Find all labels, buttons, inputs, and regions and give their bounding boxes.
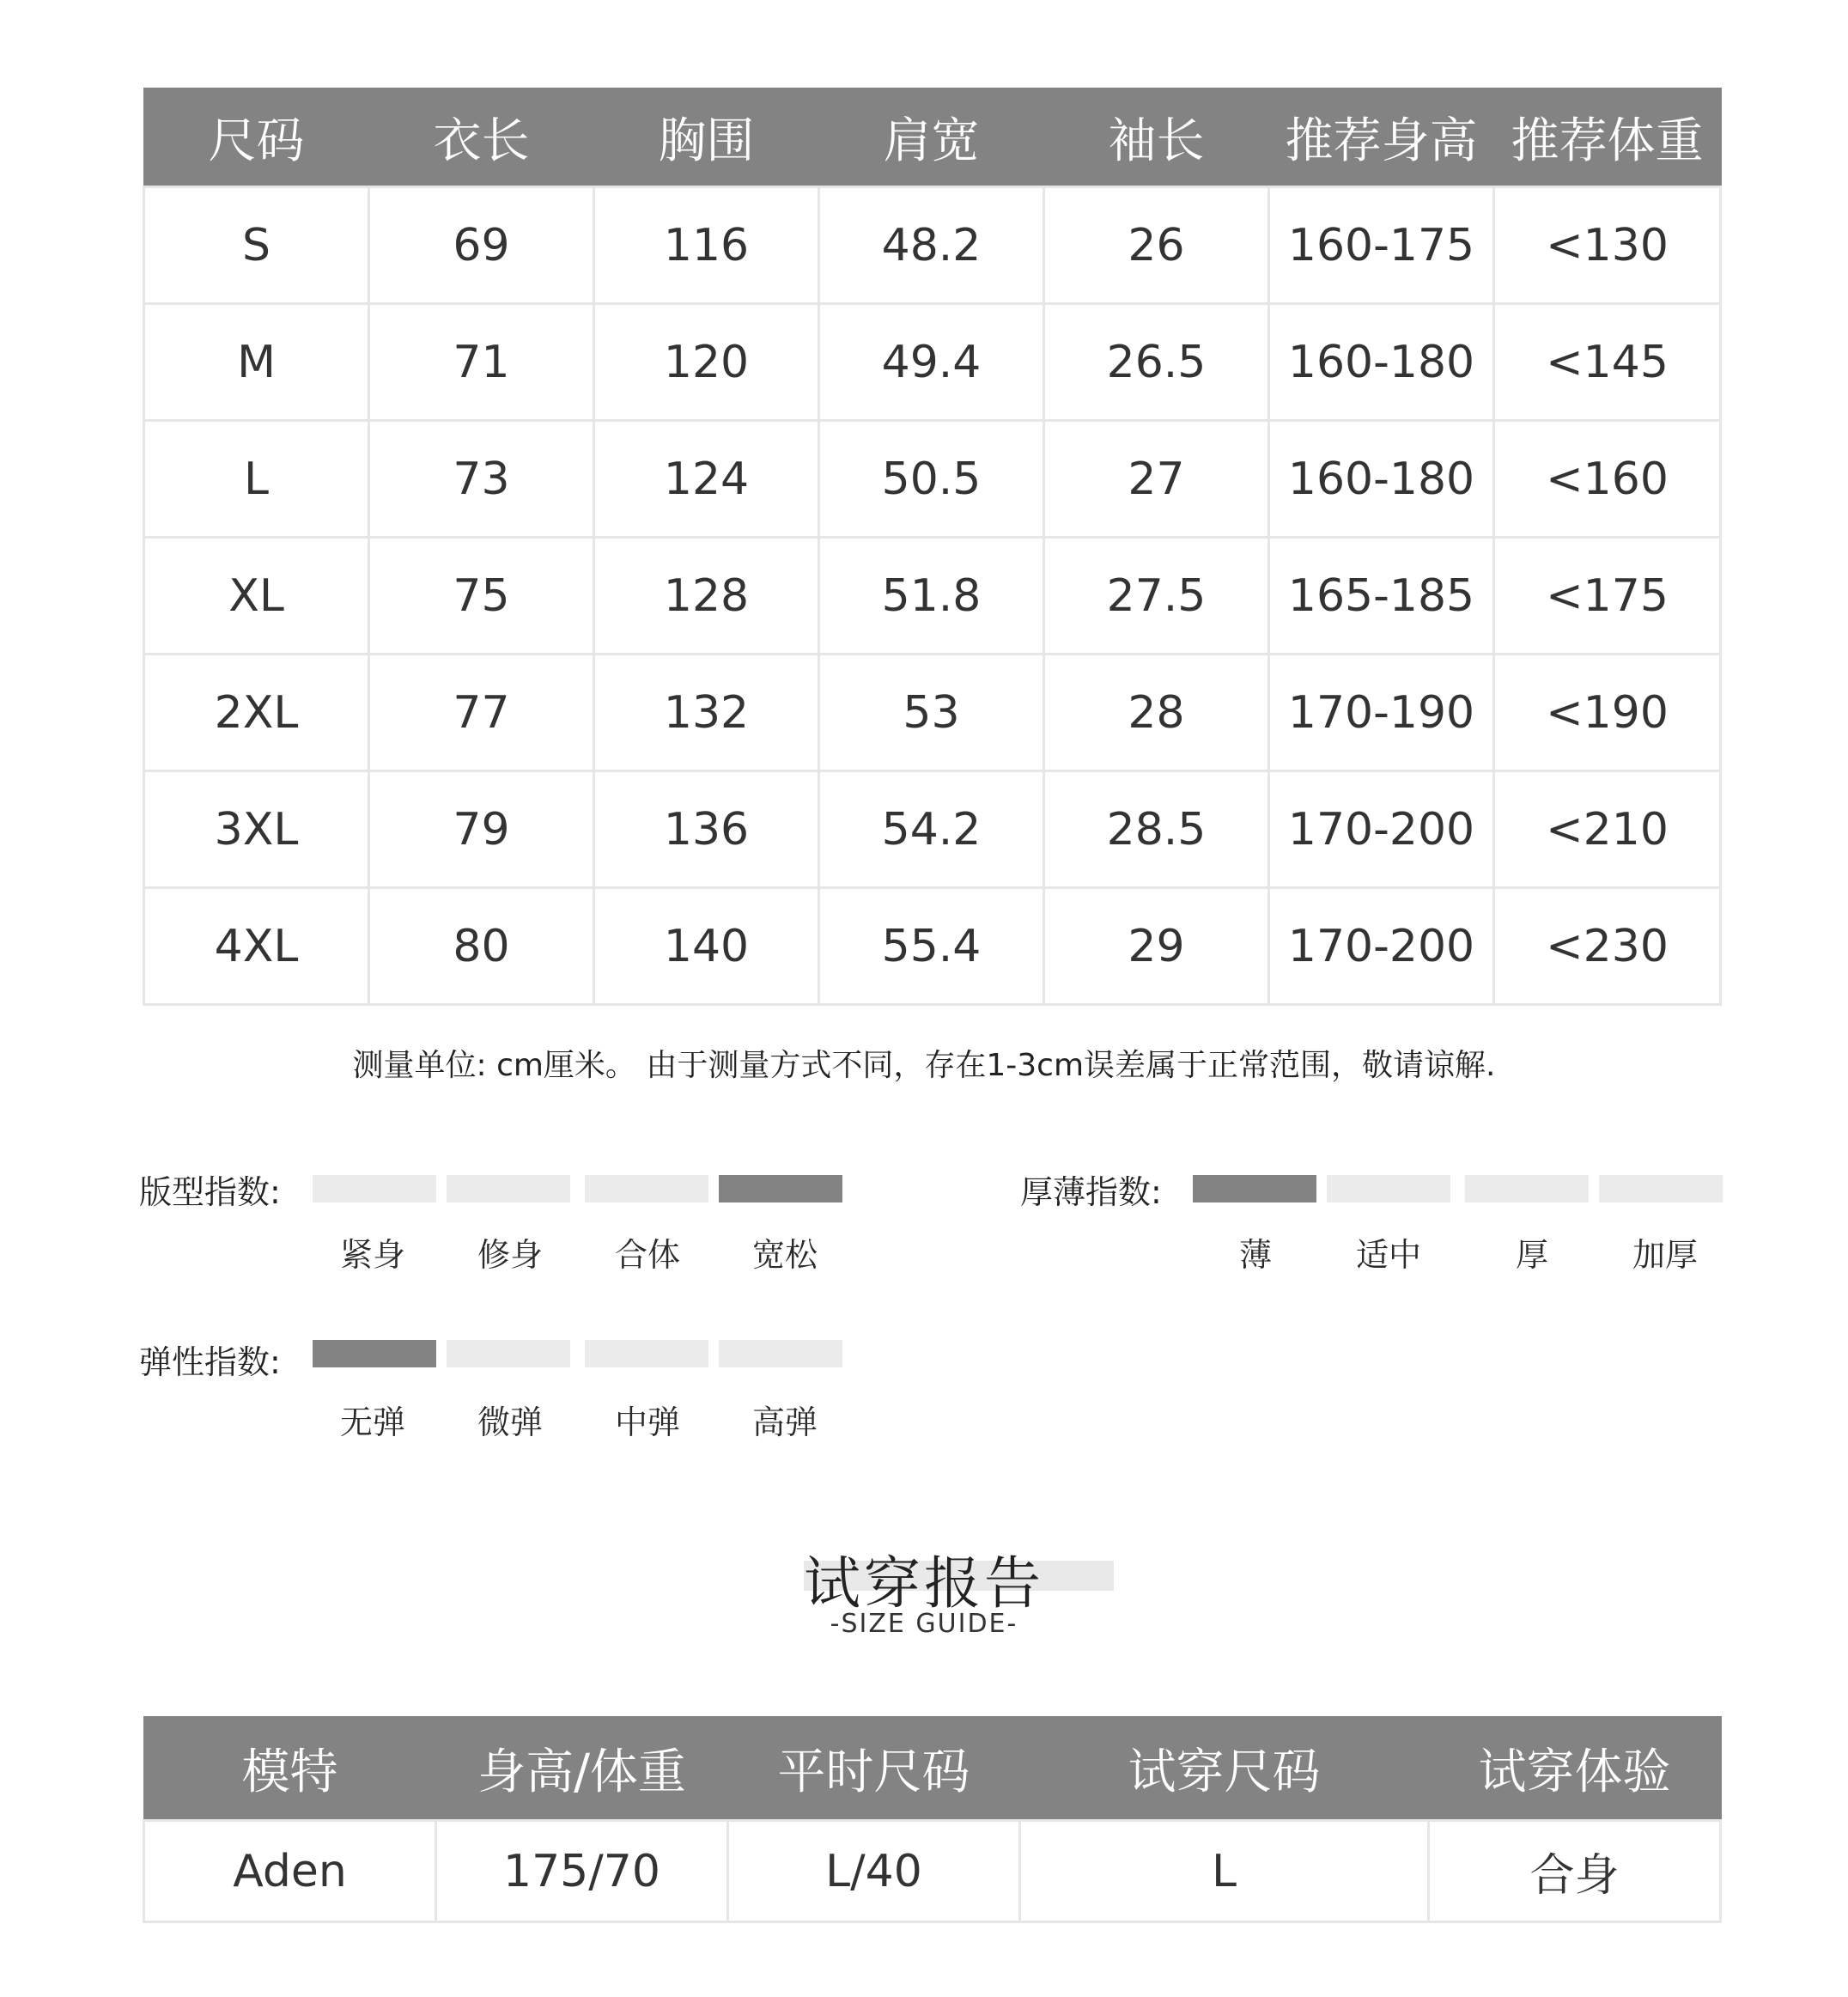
table-cell: 160-180 [1269, 421, 1494, 538]
table-cell: <145 [1494, 304, 1721, 421]
table-cell: 170-190 [1269, 655, 1494, 771]
table-cell: 160-180 [1269, 304, 1494, 421]
table-cell: 136 [594, 771, 819, 888]
table-cell: 170-200 [1269, 888, 1494, 1005]
thickness-option-label: 薄 [1238, 1236, 1272, 1274]
elasticity-index-bar [585, 1340, 708, 1367]
fit-index-bar [447, 1175, 570, 1202]
thickness-option-label: 适中 [1355, 1236, 1421, 1274]
fit-option-label: 修身 [477, 1236, 543, 1274]
table-row [144, 655, 1721, 771]
header-cell: 胸围 [594, 88, 819, 187]
table-cell: 50.5 [819, 421, 1044, 538]
report-subtitle: -SIZE GUIDE- [830, 1609, 1018, 1639]
table-cell: 26.5 [1044, 304, 1269, 421]
fit-option-label: 合体 [614, 1236, 680, 1274]
size-chart-header-row [144, 88, 1721, 187]
table-cell: <230 [1494, 888, 1721, 1005]
table-cell: 124 [594, 421, 819, 538]
table-row [144, 421, 1721, 538]
table-cell: 54.2 [819, 771, 1044, 888]
table-row [144, 771, 1721, 888]
table-cell: 28.5 [1044, 771, 1269, 888]
fit-index-bar [719, 1175, 842, 1202]
table-cell: 69 [369, 187, 594, 304]
table-cell: 53 [819, 655, 1044, 771]
elasticity-option-label: 高弹 [751, 1403, 818, 1441]
try-on-report-table [143, 1716, 1722, 1923]
fit-option-label: 宽松 [751, 1236, 818, 1274]
table-cell: <175 [1494, 538, 1721, 655]
table-cell: <160 [1494, 421, 1721, 538]
table-cell: L [1020, 1821, 1429, 1922]
header-cell: 平时尺码 [728, 1717, 1020, 1821]
table-cell: 3XL [144, 771, 369, 888]
thickness-index-label: 厚薄指数: [1020, 1173, 1162, 1211]
elasticity-option-label: 无弹 [339, 1403, 405, 1441]
measurement-note: 测量单位: cm厘米。 由于测量方式不同，存在1-3cm误差属于正常范围，敬请谅解. [352, 1048, 1496, 1083]
table-cell: 2XL [144, 655, 369, 771]
size-chart-table [143, 88, 1722, 1006]
table-cell: 170-200 [1269, 771, 1494, 888]
table-cell: XL [144, 538, 369, 655]
elasticity-index-bar [313, 1340, 436, 1367]
header-cell: 肩宽 [819, 88, 1044, 187]
header-cell: 试穿体验 [1429, 1717, 1721, 1821]
table-cell: 71 [369, 304, 594, 421]
table-cell: 29 [1044, 888, 1269, 1005]
table-cell: M [144, 304, 369, 421]
table-cell: Aden [144, 1821, 436, 1922]
table-cell: 120 [594, 304, 819, 421]
fit-index-label: 版型指数: [139, 1173, 281, 1211]
elasticity-option-label: 微弹 [477, 1403, 543, 1441]
header-cell: 试穿尺码 [1020, 1717, 1429, 1821]
header-cell: 模特 [144, 1717, 436, 1821]
table-cell: 116 [594, 187, 819, 304]
header-cell: 身高/体重 [436, 1717, 728, 1821]
table-cell: 合身 [1429, 1821, 1721, 1922]
fit-index-bar [313, 1175, 436, 1202]
table-cell: 4XL [144, 888, 369, 1005]
table-cell: 27.5 [1044, 538, 1269, 655]
table-row [144, 304, 1721, 421]
table-cell: <130 [1494, 187, 1721, 304]
elasticity-index-label: 弹性指数: [139, 1343, 281, 1381]
table-row [144, 888, 1721, 1005]
header-cell: 衣长 [369, 88, 594, 187]
table-cell: 175/70 [436, 1821, 728, 1922]
table-cell: 80 [369, 888, 594, 1005]
table-cell: 77 [369, 655, 594, 771]
table-cell: 165-185 [1269, 538, 1494, 655]
table-cell: 140 [594, 888, 819, 1005]
table-cell: L [144, 421, 369, 538]
fit-option-label: 紧身 [339, 1236, 405, 1274]
table-row [144, 187, 1721, 304]
table-cell: 51.8 [819, 538, 1044, 655]
header-cell: 袖长 [1044, 88, 1269, 187]
table-cell: 79 [369, 771, 594, 888]
thickness-index-bar [1327, 1175, 1450, 1202]
table-row [144, 1821, 1721, 1922]
table-cell: 28 [1044, 655, 1269, 771]
report-header-row [144, 1717, 1721, 1821]
table-cell: 48.2 [819, 187, 1044, 304]
table-cell: 160-175 [1269, 187, 1494, 304]
report-title: 试穿报告 [804, 1550, 1044, 1616]
table-cell: 26 [1044, 187, 1269, 304]
table-cell: 73 [369, 421, 594, 538]
elasticity-index-bar [719, 1340, 842, 1367]
thickness-index-bar [1465, 1175, 1589, 1202]
table-row [144, 538, 1721, 655]
table-cell: 75 [369, 538, 594, 655]
table-cell: S [144, 187, 369, 304]
table-cell: 132 [594, 655, 819, 771]
table-cell: L/40 [728, 1821, 1020, 1922]
table-cell: 27 [1044, 421, 1269, 538]
elasticity-option-label: 中弹 [614, 1403, 680, 1441]
fit-index-bar [585, 1175, 708, 1202]
elasticity-index-bar [447, 1340, 570, 1367]
header-cell: 推荐身高 [1269, 88, 1494, 187]
header-cell: 尺码 [144, 88, 369, 187]
table-cell: 49.4 [819, 304, 1044, 421]
header-cell: 推荐体重 [1494, 88, 1721, 187]
table-cell: 55.4 [819, 888, 1044, 1005]
thickness-option-label: 加厚 [1632, 1236, 1698, 1274]
table-cell: <210 [1494, 771, 1721, 888]
table-cell: <190 [1494, 655, 1721, 771]
thickness-index-bar [1599, 1175, 1723, 1202]
thickness-index-bar [1193, 1175, 1316, 1202]
table-cell: 128 [594, 538, 819, 655]
thickness-option-label: 厚 [1515, 1236, 1548, 1274]
